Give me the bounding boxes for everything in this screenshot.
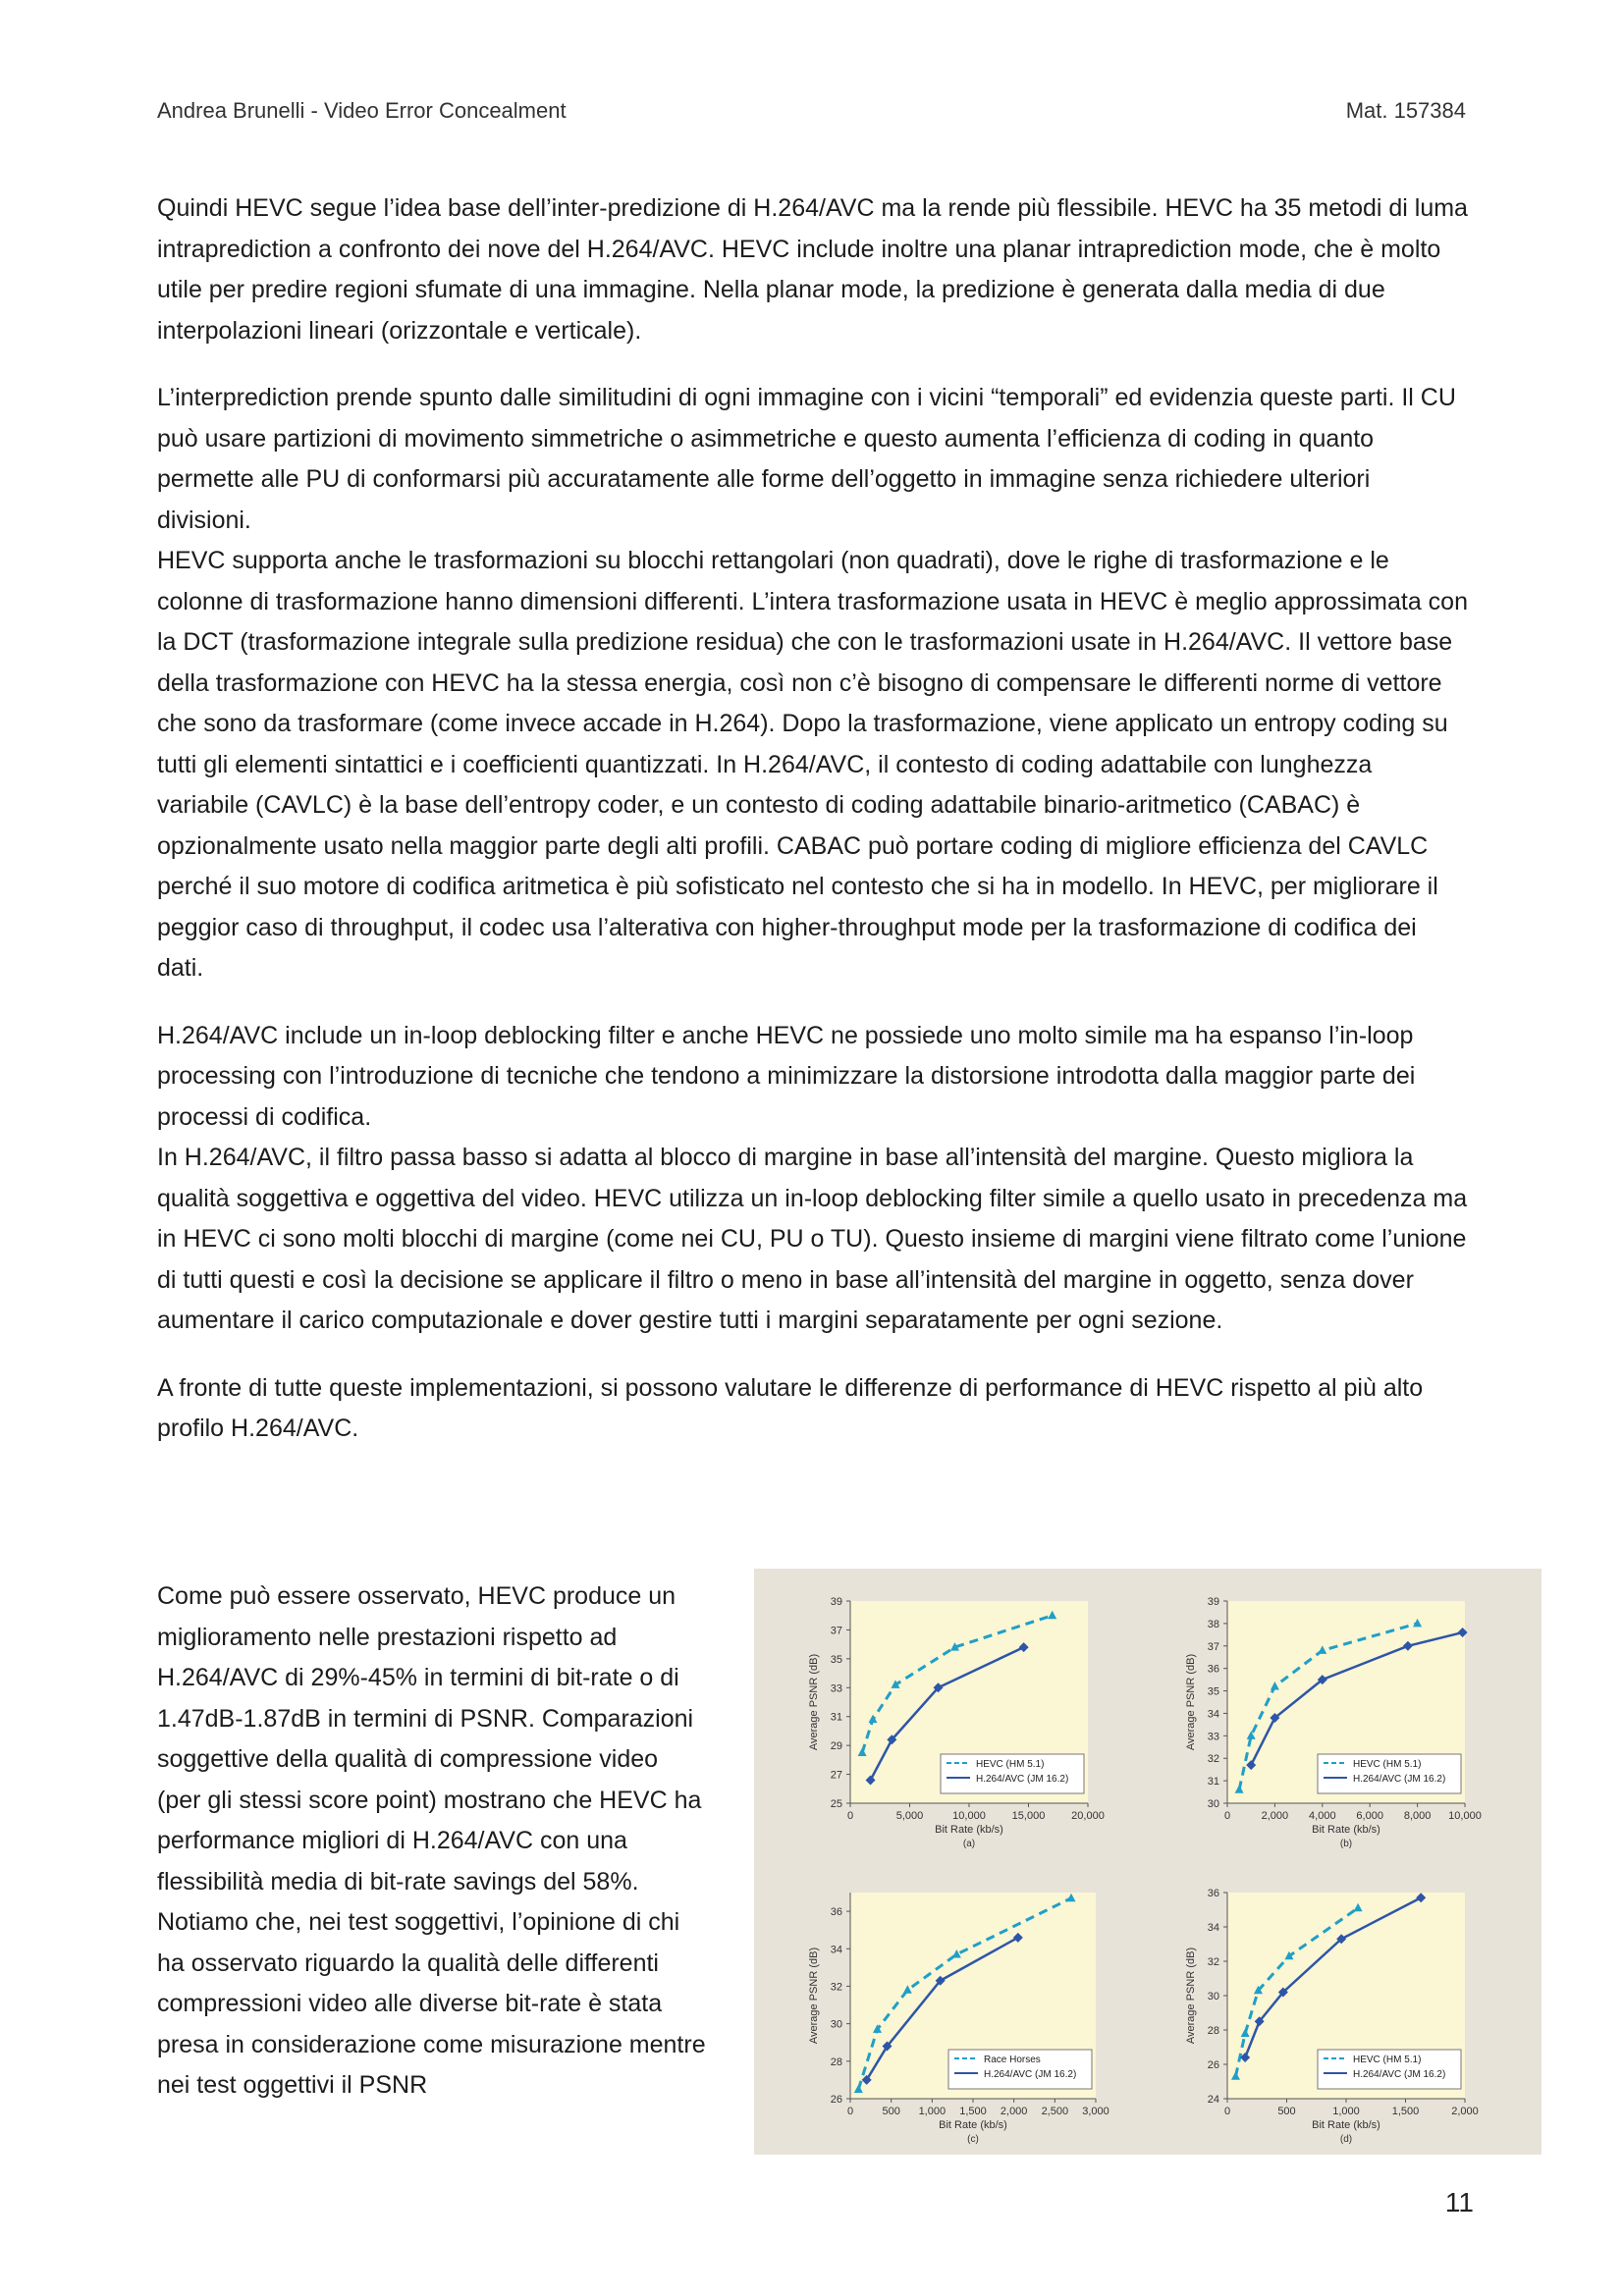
page-header bbox=[157, 98, 1466, 130]
paragraph-2: L’interprediction prende spunto dalle similitudini di ogni immagine con i vicini “temporali” ed evidenzia queste parti. Il CU può usare partizioni di movimento simmetriche o asimmetriche e questo aumenta l’efficienza di coding in quanto permette alle PU di conformarsi più accuratamente alle forme dell’oggetto in immagine senza richiedere ulteriori divisioni. bbox=[157, 384, 1456, 534]
chart-a-xtick-label: 15,000 bbox=[1011, 1810, 1046, 1822]
chart-c-xtick-label: 0 bbox=[846, 2106, 854, 2117]
chart-d-legend-label: H.264/AVC (JM 16.2) bbox=[1353, 2069, 1446, 2080]
chart-b-ytick-label: 31 bbox=[1207, 1776, 1219, 1789]
chart-a-ylabel: Average PSNR (dB) bbox=[808, 1653, 820, 1751]
chart-d-ytick-label: 24 bbox=[1207, 2094, 1219, 2106]
chart-c-legend-label: H.264/AVC (JM 16.2) bbox=[984, 2069, 1077, 2080]
chart-b-caption: (b) bbox=[1339, 1839, 1353, 1849]
chart-a-xtick-label: 10,000 bbox=[952, 1810, 986, 1822]
paragraph-6: A fronte di tutte queste implementazioni, si possono valutare le differenze di performance di HEVC rispetto al più alto profilo H.264/AVC. bbox=[157, 1373, 1424, 1442]
chart-d-xtick-label: 500 bbox=[1277, 2106, 1296, 2117]
chart-a-ytick-label: 27 bbox=[830, 1769, 842, 1782]
chart-c-ytick-label: 32 bbox=[830, 1981, 842, 1994]
chart-d-ylabel: Average PSNR (dB) bbox=[1185, 1947, 1197, 2045]
chart-a-legend-label: HEVC (HM 5.1) bbox=[976, 1759, 1045, 1770]
chart-b-xtick-label: 8,000 bbox=[1403, 1810, 1432, 1822]
chart-c-ytick-label: 30 bbox=[830, 2018, 842, 2031]
chart-c-ylabel: Average PSNR (dB) bbox=[808, 1947, 820, 2045]
chart-d-legend-label: HEVC (HM 5.1) bbox=[1353, 2055, 1422, 2065]
header-matricola: Mat. 157384 bbox=[1345, 98, 1466, 123]
chart-b-xtick-label: 10,000 bbox=[1448, 1810, 1482, 1822]
chart-b-legend-label: HEVC (HM 5.1) bbox=[1353, 1759, 1422, 1770]
chart-b-ytick-label: 32 bbox=[1207, 1753, 1219, 1766]
header-author-title: Andrea Brunelli - Video Error Concealment bbox=[157, 98, 567, 123]
chart-b-ytick-label: 37 bbox=[1207, 1640, 1219, 1653]
chart-d-caption: (d) bbox=[1339, 2134, 1353, 2145]
chart-c-ytick-label: 34 bbox=[830, 1944, 842, 1956]
chart-a-ytick-label: 31 bbox=[830, 1711, 842, 1724]
chart-d-ytick-label: 30 bbox=[1207, 1991, 1219, 2002]
chart-d-ytick-label: 34 bbox=[1207, 1922, 1219, 1934]
chart-d-ytick-label: 32 bbox=[1207, 1956, 1219, 1968]
chart-c-xtick-label: 1,500 bbox=[959, 2106, 987, 2117]
chart-b-ylabel: Average PSNR (dB) bbox=[1185, 1653, 1197, 1751]
chart-a-xlabel: Bit Rate (kb/s) bbox=[935, 1824, 1003, 1836]
chart-b-ytick-label: 34 bbox=[1207, 1708, 1219, 1721]
chart-a-ytick-label: 35 bbox=[830, 1653, 842, 1666]
chart-b-ytick-label: 35 bbox=[1207, 1685, 1219, 1698]
chart-a-xtick-label: 20,000 bbox=[1071, 1810, 1105, 1822]
chart-c-xtick-label: 1,000 bbox=[918, 2106, 947, 2117]
paragraph-1: Quindi HEVC segue l’idea base dell’inter-predizione di H.264/AVC ma la rende più flessibile. HEVC ha 35 metodi di luma intraprediction a confronto dei nove del H.264/AVC. HEVC include inoltre una planar intraprediction mode, che è molto utile per predire regioni sfumate di una immagine. Nella planar mode, la predizione è generata dalla media di due interpolazioni lineari (orizzontale e verticale). bbox=[157, 194, 1468, 345]
chart-b-xtick-label: 6,000 bbox=[1356, 1810, 1383, 1822]
chart-a-ytick-label: 33 bbox=[830, 1682, 842, 1695]
chart-b-ytick-label: 33 bbox=[1207, 1731, 1219, 1743]
chart-d-xtick-label: 0 bbox=[1223, 2106, 1231, 2117]
main-text bbox=[157, 188, 1469, 1476]
chart-c-xtick-label: 500 bbox=[882, 2106, 900, 2117]
chart-b-legend-label: H.264/AVC (JM 16.2) bbox=[1353, 1774, 1446, 1785]
chart-a-ytick-label: 25 bbox=[830, 1798, 842, 1810]
chart-b-xtick-label: 4,000 bbox=[1309, 1810, 1336, 1822]
paragraph-5: In H.264/AVC, il filtro passa basso si adatta al blocco di margine in base all’intensità del margine. Questo migliora la qualità soggettiva e oggettiva del video. HEVC utilizza un in-loop deblocking filter simile a quello usato in precedenza ma in HEVC ci sono molti blocchi di margine (come nei CU, PU o TU). Questo insieme di margini viene filtrato come l’unione di tutti questi e così la decisione se applicare il filtro o meno in base all’intensità del margine in oggetto, senza dover aumentare il carico computazionale e dover gestire tutti i margini separatamente per ogni sezione. bbox=[157, 1144, 1468, 1334]
chart-d-xtick-label: 1,500 bbox=[1391, 2106, 1420, 2117]
chart-d-xtick-label: 2,000 bbox=[1451, 2106, 1479, 2117]
psnr-figure bbox=[754, 1569, 1542, 2155]
chart-c-xtick-label: 2,500 bbox=[1041, 2106, 1069, 2117]
chart-c-caption: (c) bbox=[967, 2134, 979, 2145]
chart-d-ytick-label: 26 bbox=[1207, 2059, 1219, 2071]
chart-b-ytick-label: 36 bbox=[1207, 1663, 1219, 1676]
chart-b-ytick-label: 30 bbox=[1207, 1798, 1219, 1810]
chart-c-ytick-label: 28 bbox=[830, 2056, 842, 2068]
chart-b-ytick-label: 38 bbox=[1207, 1618, 1219, 1630]
chart-d-xlabel: Bit Rate (kb/s) bbox=[1312, 2119, 1380, 2131]
chart-a-xtick-label: 5,000 bbox=[895, 1810, 924, 1822]
chart-d-xtick-label: 1,000 bbox=[1332, 2106, 1360, 2117]
figure-side-text: Come può essere osservato, HEVC produce un miglioramento nelle prestazioni rispetto ad H.264/AVC di 29%-45% in termini di bit-rate o di 1.47dB-1.87dB in termini di PSNR. Comparazioni soggettive della qualità di compressione video (per gli stessi score point) mostrano che HEVC ha performance migliori di H.264/AVC con una flessibilità media di bit-rate savings del 58%. Notiamo che, nei test soggettivi, l’opinione di chi ha osservato riguardo la qualità delle differenti compressioni video alle diverse bit-rate è stata presa in considerazione come misurazione mentre nei test oggettivi il PSNR bbox=[157, 1582, 706, 2099]
chart-d-ytick-label: 28 bbox=[1207, 2025, 1219, 2037]
chart-a-ytick-label: 29 bbox=[830, 1740, 842, 1753]
chart-c-legend-label: Race Horses bbox=[984, 2055, 1041, 2065]
chart-a-caption: (a) bbox=[962, 1839, 976, 1849]
page-number: 11 bbox=[1444, 2187, 1474, 2217]
paragraph-3: HEVC supporta anche le trasformazioni su blocchi rettangolari (non quadrati), dove le righe di trasformazione e le colonne di trasformazione hanno dimensioni differenti. L’intera trasformazione usata in HEVC è meglio approssimata con la DCT (trasformazione integrale sulla predizione residua) che con le trasformazioni usate in H.264/AVC. Il vettore base della trasformazione con HEVC ha la stessa energia, così non c’è bisogno di compensare le differenti norme di vettore che sono da trasformare (come invece accade in H.264). Dopo la trasformazione, viene applicato un entropy coding su tutti gli elementi sintattici e i coefficienti quantizzati. In H.264/AVC, il contesto di coding adattabile con lunghezza variabile (CAVLC) è la base dell’entropy coder, e un contesto di coding adattabile binario-aritmetico (CABAC) è opzionalmente usato nella maggior parte degli alti profili. CABAC può portare coding di migliore efficienza del CAVLC perché il suo motore di codifica aritmetica è più sofisticato nel contesto che si ha in modello. In HEVC, per migliorare il peggior caso di throughput, il codec usa l’alterativa con higher-throughput mode per la trasformazione di codifica dei dati. bbox=[157, 547, 1468, 982]
paragraph-4: H.264/AVC include un in-loop deblocking filter e anche HEVC ne possiede uno molto simile ma ha espanso l’in-loop processing con l’introduzione di tecniche che tendono a minimizzare la distorsione introdotta dalla maggior parte dei processi di codifica. bbox=[157, 1021, 1416, 1131]
psnr-charts-svg bbox=[754, 1569, 1542, 2155]
chart-b-xtick-label: 2,000 bbox=[1261, 1810, 1289, 1822]
chart-c-xtick-label: 2,000 bbox=[1000, 2106, 1028, 2117]
chart-a-legend-label: H.264/AVC (JM 16.2) bbox=[976, 1774, 1069, 1785]
chart-b-xtick-label: 0 bbox=[1223, 1810, 1231, 1822]
chart-d-ytick-label: 36 bbox=[1207, 1888, 1219, 1899]
chart-c-ytick-label: 36 bbox=[830, 1906, 842, 1919]
chart-c-xtick-label: 3,000 bbox=[1082, 2106, 1109, 2117]
chart-b-ytick-label: 39 bbox=[1207, 1596, 1219, 1608]
chart-b-xlabel: Bit Rate (kb/s) bbox=[1312, 1824, 1380, 1836]
chart-c-xlabel: Bit Rate (kb/s) bbox=[939, 2119, 1007, 2131]
chart-a-ytick-label: 37 bbox=[830, 1625, 842, 1637]
chart-a-ytick-label: 39 bbox=[830, 1596, 842, 1608]
chart-a-xtick-label: 0 bbox=[846, 1810, 854, 1822]
chart-c-ytick-label: 26 bbox=[830, 2094, 842, 2106]
